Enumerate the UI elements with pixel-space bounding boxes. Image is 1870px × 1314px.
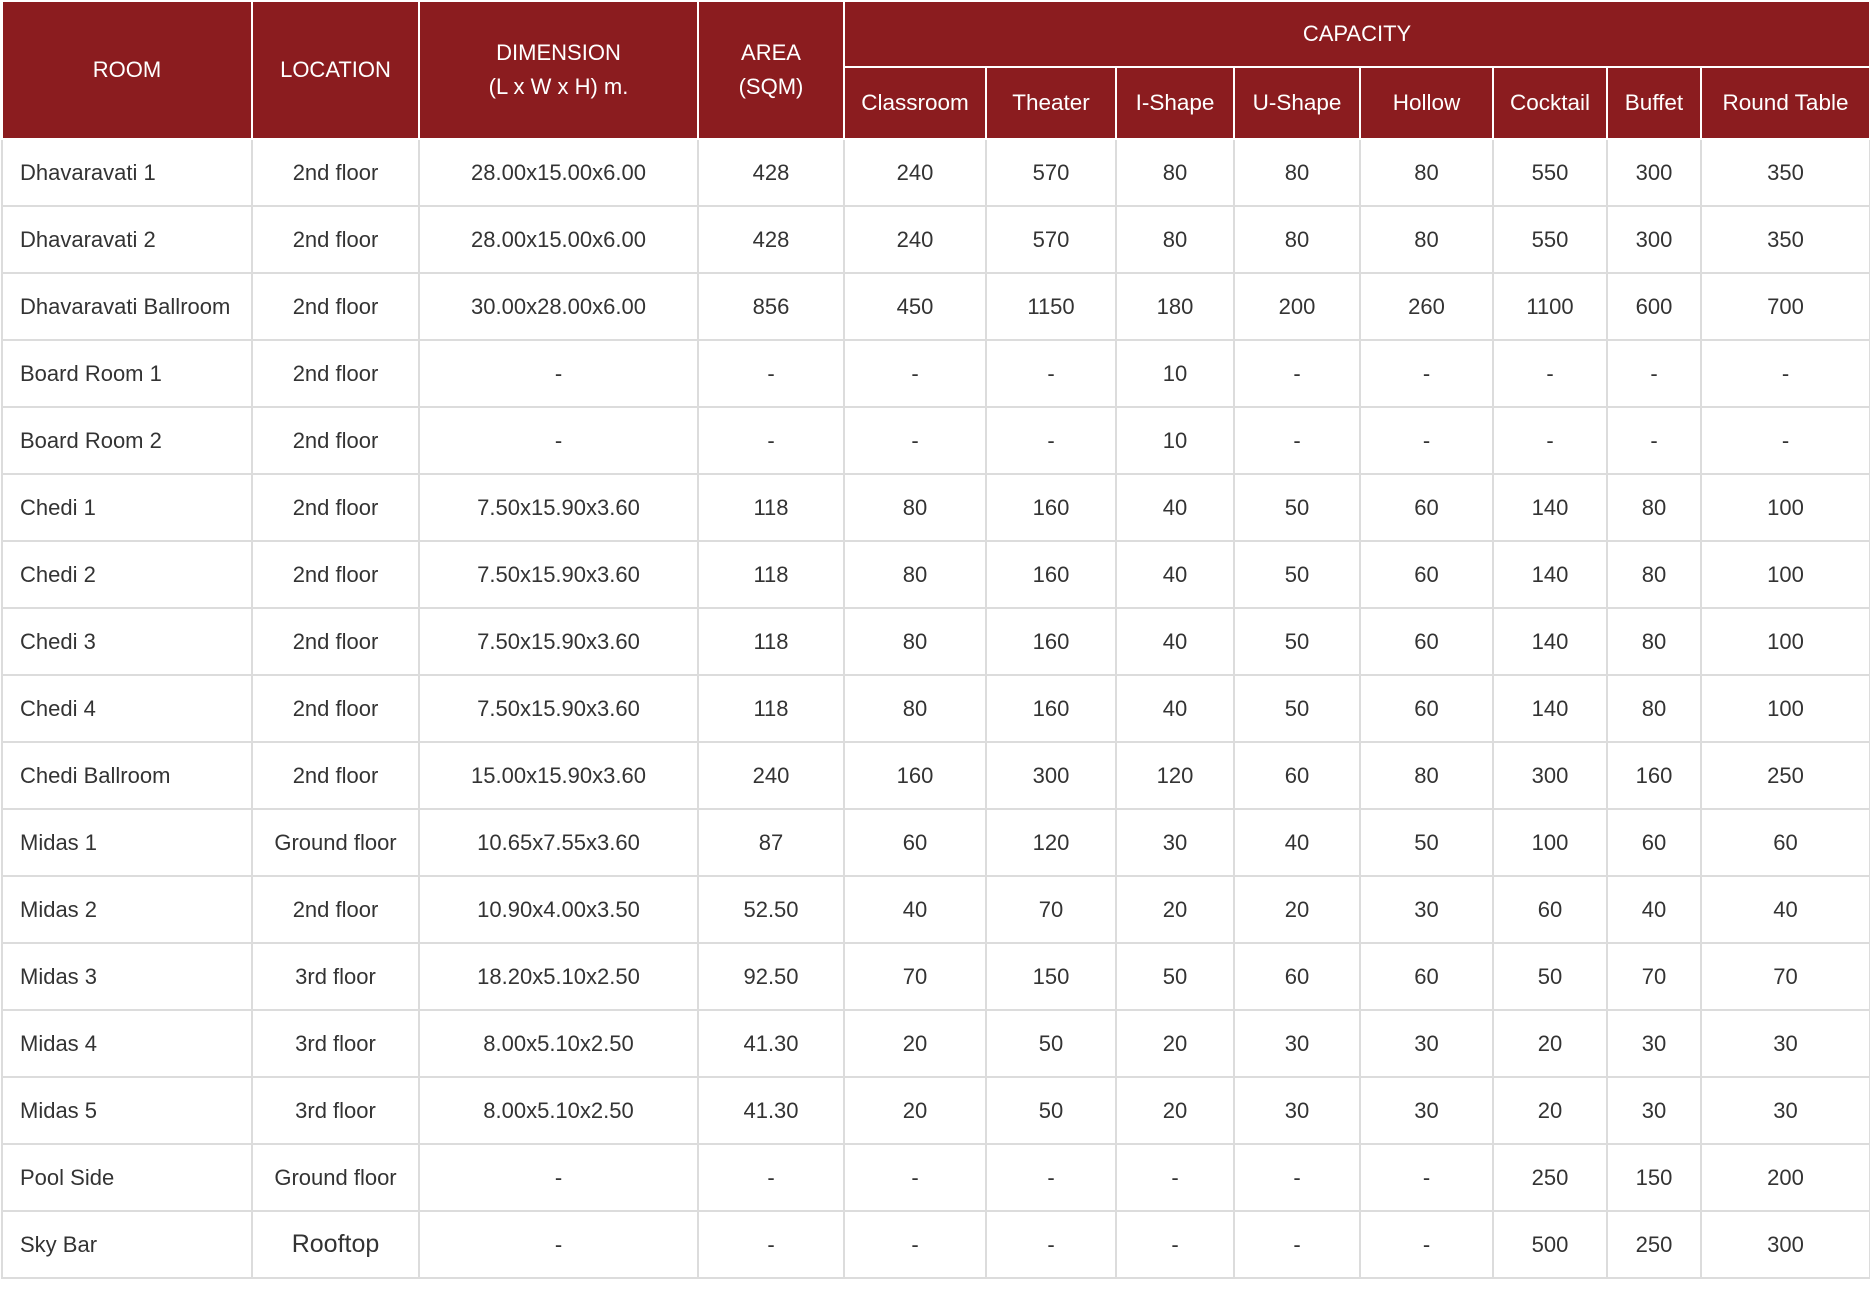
table-body: [2, 139, 1870, 1278]
dimension-cell: 10.65x7.55x3.60: [419, 809, 698, 876]
header-dimension-label: DIMENSION: [496, 40, 621, 65]
capacity-cell: 50: [986, 1077, 1116, 1144]
room-name-cell: Midas 3: [2, 943, 252, 1010]
capacity-cell: 140: [1493, 474, 1607, 541]
dimension-cell: 15.00x15.90x3.60: [419, 742, 698, 809]
capacity-cell: 70: [844, 943, 986, 1010]
header-dimension: [419, 1, 698, 139]
capacity-cell: 50: [1234, 541, 1360, 608]
room-name-cell: Dhavaravati 2: [2, 206, 252, 273]
capacity-cell: 160: [986, 675, 1116, 742]
capacity-cell: 30: [1360, 1077, 1493, 1144]
capacity-cell: 80: [1360, 206, 1493, 273]
dimension-cell: -: [419, 1211, 698, 1278]
capacity-cell: 60: [844, 809, 986, 876]
capacity-cell: 300: [986, 742, 1116, 809]
area-cell: 92.50: [698, 943, 844, 1010]
capacity-cell: 80: [1607, 608, 1701, 675]
capacity-cell: -: [1116, 1211, 1234, 1278]
room-name-cell: Chedi 1: [2, 474, 252, 541]
capacity-cell: 30: [1360, 876, 1493, 943]
location-cell: 2nd floor: [252, 742, 419, 809]
capacity-cell: -: [986, 1211, 1116, 1278]
header-area: [698, 1, 844, 139]
capacity-cell: -: [1234, 1211, 1360, 1278]
area-cell: 118: [698, 541, 844, 608]
capacity-cell: 60: [1360, 474, 1493, 541]
location-cell: Rooftop: [252, 1211, 419, 1278]
capacity-cell: -: [1607, 340, 1701, 407]
location-cell: 2nd floor: [252, 273, 419, 340]
dimension-cell: 7.50x15.90x3.60: [419, 608, 698, 675]
capacity-cell: 30: [1701, 1077, 1870, 1144]
capacity-cell: 70: [986, 876, 1116, 943]
capacity-cell: 160: [986, 541, 1116, 608]
capacity-cell: 300: [1607, 206, 1701, 273]
header-capacity-column: Round Table: [1701, 67, 1870, 139]
capacity-cell: -: [1701, 340, 1870, 407]
area-cell: 118: [698, 675, 844, 742]
capacity-cell: 40: [1116, 474, 1234, 541]
capacity-cell: 50: [1493, 943, 1607, 1010]
area-cell: 87: [698, 809, 844, 876]
header-area-unit: (SQM): [738, 74, 804, 99]
location-cell: 2nd floor: [252, 876, 419, 943]
capacity-cell: -: [986, 1144, 1116, 1211]
capacity-cell: 10: [1116, 407, 1234, 474]
header-capacity-column: Cocktail: [1493, 67, 1607, 139]
capacity-cell: -: [1493, 340, 1607, 407]
table-row: [2, 541, 1870, 608]
area-cell: 41.30: [698, 1010, 844, 1077]
capacity-cell: -: [1360, 340, 1493, 407]
capacity-cell: 150: [986, 943, 1116, 1010]
capacity-cell: -: [1116, 1144, 1234, 1211]
area-cell: 240: [698, 742, 844, 809]
area-cell: 52.50: [698, 876, 844, 943]
capacity-cell: 40: [1116, 675, 1234, 742]
capacity-cell: 30: [1607, 1077, 1701, 1144]
capacity-cell: 20: [844, 1010, 986, 1077]
location-cell: 2nd floor: [252, 675, 419, 742]
capacity-cell: 600: [1607, 273, 1701, 340]
capacity-cell: 40: [1607, 876, 1701, 943]
capacity-cell: 20: [844, 1077, 986, 1144]
table-row: [2, 1010, 1870, 1077]
capacity-cell: 10: [1116, 340, 1234, 407]
capacity-cell: 500: [1493, 1211, 1607, 1278]
capacity-cell: 570: [986, 206, 1116, 273]
table-row: [2, 876, 1870, 943]
capacity-cell: 80: [1234, 206, 1360, 273]
capacity-cell: 350: [1701, 206, 1870, 273]
capacity-cell: -: [1234, 340, 1360, 407]
capacity-cell: 200: [1234, 273, 1360, 340]
capacity-cell: -: [844, 1144, 986, 1211]
header-location: LOCATION: [252, 1, 419, 139]
capacity-cell: -: [1360, 1144, 1493, 1211]
area-cell: -: [698, 1144, 844, 1211]
dimension-cell: -: [419, 407, 698, 474]
capacity-cell: 30: [1234, 1077, 1360, 1144]
location-cell: Ground floor: [252, 1144, 419, 1211]
capacity-cell: 80: [1607, 675, 1701, 742]
capacity-cell: 100: [1493, 809, 1607, 876]
capacity-cell: 80: [844, 541, 986, 608]
capacity-cell: 20: [1234, 876, 1360, 943]
dimension-cell: 7.50x15.90x3.60: [419, 474, 698, 541]
capacity-cell: 40: [1116, 608, 1234, 675]
capacity-cell: 140: [1493, 675, 1607, 742]
capacity-cell: 20: [1493, 1077, 1607, 1144]
location-cell: 2nd floor: [252, 608, 419, 675]
capacity-cell: 140: [1493, 541, 1607, 608]
room-name-cell: Midas 5: [2, 1077, 252, 1144]
capacity-cell: 80: [1607, 474, 1701, 541]
capacity-cell: 80: [1360, 742, 1493, 809]
capacity-cell: 120: [1116, 742, 1234, 809]
location-cell: Ground floor: [252, 809, 419, 876]
location-cell: 3rd floor: [252, 943, 419, 1010]
capacity-cell: 60: [1360, 608, 1493, 675]
table-row: [2, 809, 1870, 876]
table-row: [2, 742, 1870, 809]
capacity-cell: -: [1360, 407, 1493, 474]
room-name-cell: Board Room 1: [2, 340, 252, 407]
capacity-cell: 50: [986, 1010, 1116, 1077]
header-capacity-column: U-Shape: [1234, 67, 1360, 139]
capacity-cell: 50: [1234, 675, 1360, 742]
capacity-cell: 550: [1493, 139, 1607, 206]
capacity-cell: 150: [1607, 1144, 1701, 1211]
dimension-cell: 8.00x5.10x2.50: [419, 1077, 698, 1144]
capacity-cell: 70: [1607, 943, 1701, 1010]
capacity-cell: 160: [986, 608, 1116, 675]
dimension-cell: 18.20x5.10x2.50: [419, 943, 698, 1010]
capacity-cell: 50: [1360, 809, 1493, 876]
capacity-cell: 350: [1701, 139, 1870, 206]
capacity-cell: 50: [1116, 943, 1234, 1010]
capacity-cell: 20: [1116, 876, 1234, 943]
capacity-cell: -: [844, 1211, 986, 1278]
capacity-cell: 200: [1701, 1144, 1870, 1211]
capacity-cell: 80: [1116, 206, 1234, 273]
capacity-cell: 250: [1493, 1144, 1607, 1211]
dimension-cell: 30.00x28.00x6.00: [419, 273, 698, 340]
capacity-cell: 40: [844, 876, 986, 943]
capacity-cell: 100: [1701, 608, 1870, 675]
header-room: ROOM: [2, 1, 252, 139]
capacity-cell: 160: [1607, 742, 1701, 809]
capacity-cell: 100: [1701, 541, 1870, 608]
area-cell: 118: [698, 608, 844, 675]
room-name-cell: Chedi 2: [2, 541, 252, 608]
area-cell: 428: [698, 206, 844, 273]
capacity-cell: 60: [1607, 809, 1701, 876]
room-name-cell: Dhavaravati Ballroom: [2, 273, 252, 340]
area-cell: -: [698, 340, 844, 407]
capacity-cell: 240: [844, 206, 986, 273]
room-name-cell: Midas 2: [2, 876, 252, 943]
capacity-cell: 40: [1234, 809, 1360, 876]
location-cell: 2nd floor: [252, 541, 419, 608]
room-name-cell: Pool Side: [2, 1144, 252, 1211]
location-cell: 3rd floor: [252, 1010, 419, 1077]
location-cell: 2nd floor: [252, 474, 419, 541]
room-name-cell: Dhavaravati 1: [2, 139, 252, 206]
capacity-cell: 160: [986, 474, 1116, 541]
capacity-cell: -: [986, 340, 1116, 407]
location-cell: 2nd floor: [252, 139, 419, 206]
location-cell: 2nd floor: [252, 407, 419, 474]
capacity-cell: 260: [1360, 273, 1493, 340]
capacity-cell: 30: [1701, 1010, 1870, 1077]
room-name-cell: Board Room 2: [2, 407, 252, 474]
capacity-cell: 50: [1234, 474, 1360, 541]
capacity-cell: 80: [844, 675, 986, 742]
capacity-cell: -: [1493, 407, 1607, 474]
capacity-cell: 1150: [986, 273, 1116, 340]
header-capacity-column: Classroom: [844, 67, 986, 139]
capacity-cell: 250: [1607, 1211, 1701, 1278]
room-name-cell: Midas 4: [2, 1010, 252, 1077]
table-row: [2, 675, 1870, 742]
capacity-cell: 80: [1234, 139, 1360, 206]
capacity-cell: -: [1701, 407, 1870, 474]
capacity-cell: 80: [844, 608, 986, 675]
capacity-cell: 60: [1493, 876, 1607, 943]
capacity-cell: 60: [1234, 943, 1360, 1010]
capacity-cell: 180: [1116, 273, 1234, 340]
room-name-cell: Midas 1: [2, 809, 252, 876]
room-name-cell: Chedi Ballroom: [2, 742, 252, 809]
dimension-cell: 8.00x5.10x2.50: [419, 1010, 698, 1077]
table-row: [2, 139, 1870, 206]
room-name-cell: Chedi 4: [2, 675, 252, 742]
table-row: [2, 340, 1870, 407]
location-cell: 3rd floor: [252, 1077, 419, 1144]
capacity-cell: 300: [1701, 1211, 1870, 1278]
capacity-cell: -: [844, 340, 986, 407]
capacity-cell: 570: [986, 139, 1116, 206]
capacity-cell: 40: [1116, 541, 1234, 608]
table-row: [2, 474, 1870, 541]
capacity-cell: 30: [1116, 809, 1234, 876]
area-cell: 118: [698, 474, 844, 541]
capacity-cell: -: [1234, 407, 1360, 474]
capacity-cell: -: [1234, 1144, 1360, 1211]
header-capacity-column: Buffet: [1607, 67, 1701, 139]
capacity-cell: 160: [844, 742, 986, 809]
meeting-room-capacity-table: [1, 0, 1870, 1279]
capacity-cell: 120: [986, 809, 1116, 876]
capacity-cell: 80: [844, 474, 986, 541]
capacity-cell: 30: [1607, 1010, 1701, 1077]
table-row: [2, 273, 1870, 340]
capacity-cell: 300: [1607, 139, 1701, 206]
dimension-cell: 7.50x15.90x3.60: [419, 541, 698, 608]
capacity-cell: -: [1607, 407, 1701, 474]
header-capacity-column: Theater: [986, 67, 1116, 139]
table-row: [2, 407, 1870, 474]
capacity-cell: 60: [1701, 809, 1870, 876]
capacity-cell: 30: [1234, 1010, 1360, 1077]
capacity-cell: 60: [1360, 675, 1493, 742]
area-cell: -: [698, 1211, 844, 1278]
capacity-cell: 100: [1701, 675, 1870, 742]
capacity-cell: 250: [1701, 742, 1870, 809]
table-row: [2, 1144, 1870, 1211]
capacity-cell: -: [1360, 1211, 1493, 1278]
capacity-cell: -: [986, 407, 1116, 474]
capacity-cell: 80: [1360, 139, 1493, 206]
header-area-label: AREA: [741, 40, 801, 65]
table-row: [2, 943, 1870, 1010]
capacity-cell: 40: [1701, 876, 1870, 943]
capacity-cell: 1100: [1493, 273, 1607, 340]
capacity-cell: 700: [1701, 273, 1870, 340]
capacity-cell: 60: [1234, 742, 1360, 809]
area-cell: -: [698, 407, 844, 474]
capacity-cell: 240: [844, 139, 986, 206]
area-cell: 41.30: [698, 1077, 844, 1144]
table-row: [2, 206, 1870, 273]
capacity-cell: 60: [1360, 541, 1493, 608]
location-cell: 2nd floor: [252, 340, 419, 407]
area-cell: 428: [698, 139, 844, 206]
dimension-cell: -: [419, 1144, 698, 1211]
dimension-cell: 10.90x4.00x3.50: [419, 876, 698, 943]
capacity-cell: 50: [1234, 608, 1360, 675]
area-cell: 856: [698, 273, 844, 340]
dimension-cell: -: [419, 340, 698, 407]
header-capacity-column: Hollow: [1360, 67, 1493, 139]
capacity-cell: -: [844, 407, 986, 474]
header-capacity: CAPACITY: [844, 1, 1870, 67]
capacity-cell: 60: [1360, 943, 1493, 1010]
capacity-cell: 140: [1493, 608, 1607, 675]
table-header: [2, 1, 1870, 139]
capacity-cell: 20: [1116, 1077, 1234, 1144]
capacity-cell: 550: [1493, 206, 1607, 273]
capacity-cell: 300: [1493, 742, 1607, 809]
capacity-cell: 100: [1701, 474, 1870, 541]
dimension-cell: 28.00x15.00x6.00: [419, 206, 698, 273]
location-cell: 2nd floor: [252, 206, 419, 273]
capacity-cell: 80: [1607, 541, 1701, 608]
dimension-cell: 28.00x15.00x6.00: [419, 139, 698, 206]
capacity-cell: 70: [1701, 943, 1870, 1010]
table-row: [2, 608, 1870, 675]
table-row: [2, 1211, 1870, 1278]
table-row: [2, 1077, 1870, 1144]
room-name-cell: Chedi 3: [2, 608, 252, 675]
header-dimension-unit: (L x W x H) m.: [488, 74, 629, 99]
capacity-cell: 80: [1116, 139, 1234, 206]
capacity-cell: 450: [844, 273, 986, 340]
dimension-cell: 7.50x15.90x3.60: [419, 675, 698, 742]
capacity-cell: 20: [1493, 1010, 1607, 1077]
capacity-cell: 30: [1360, 1010, 1493, 1077]
room-name-cell: Sky Bar: [2, 1211, 252, 1278]
header-capacity-column: I-Shape: [1116, 67, 1234, 139]
capacity-cell: 20: [1116, 1010, 1234, 1077]
